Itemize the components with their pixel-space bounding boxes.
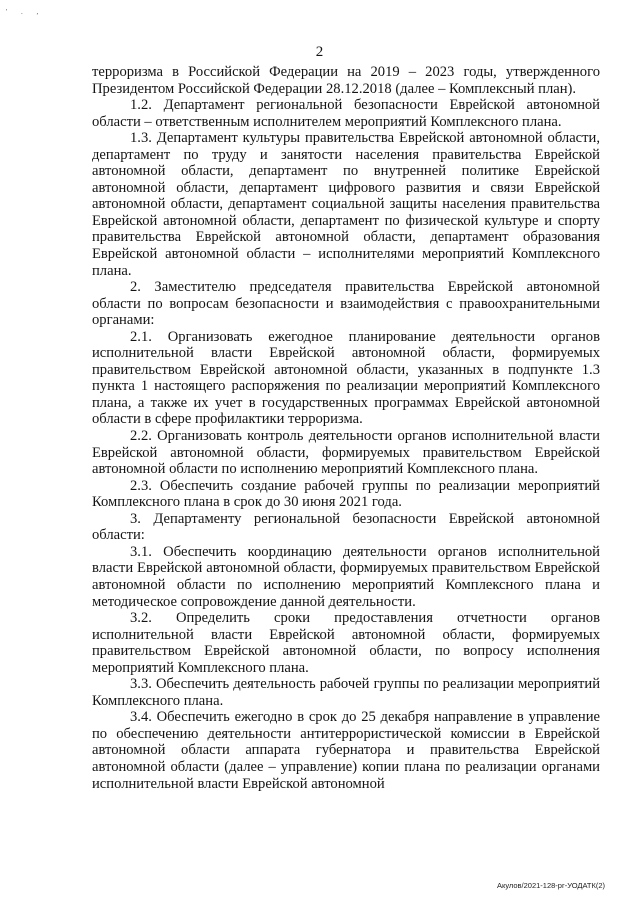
paragraph-3: 3. Департаменту региональной безопасности Еврейской автономной области:: [92, 510, 600, 544]
scan-corner-marks: ' . ,: [6, 8, 45, 16]
paragraph-2: 2. Заместителю председателя правительства Еврейской автономной области по вопросам безопасности и взаимодействия с правоохранительными органами:: [92, 279, 600, 329]
paragraph-continuation: терроризма в Российской Федерации на 2019 – 2023 годы, утвержденного Президентом Российской Федерации 28.12.2018 (далее – Комплексный план).: [92, 64, 600, 97]
paragraph-3-4: 3.4. Обеспечить ежегодно в срок до 25 декабря направление в управление по обеспечению деятельности антитеррористической комиссии в Еврейской автономной области аппарата губернатора и правительства Еврейской автономной области (далее – управление) копии плана по реализации органами исполнительной власти Еврейской автономной: [92, 709, 600, 792]
paragraph-2-2: 2.2. Организовать контроль деятельности органов исполнительной власти Еврейской автономной области, формируемых правительством Еврейской автономной области по исполнению мероприятий Комплексного плана.: [92, 428, 600, 478]
paragraph-3-2: 3.2. Определить сроки предоставления отчетности органов исполнительной власти Еврейской автономной области, формируемых правительством Еврейской автономной области, по вопросу исполнения мероприятий Комплексного плана.: [92, 610, 600, 676]
document-footer-code: Акулов/2021-128-рг-УОДАТК(2): [496, 881, 605, 890]
paragraph-1-2: 1.2. Департамент региональной безопасности Еврейской автономной области – ответственным исполнителем мероприятий Комплексного плана.: [92, 97, 600, 130]
paragraph-2-3: 2.3. Обеспечить создание рабочей группы по реализации мероприятий Комплексного плана в срок до 30 июня 2021 года.: [92, 477, 600, 511]
paragraph-3-1: 3.1. Обеспечить координацию деятельности органов исполнительной власти Еврейской автономной области, формируемых правительством Еврейской автономной области по исполнению мероприятий Комплексного плана и методическое сопровождение данной деятельности.: [92, 543, 600, 610]
paragraph-2-1: 2.1. Организовать ежегодное планирование деятельности органов исполнительной власти Еврейской автономной области, формируемых правительством Еврейской автономной области, указанных в подпункте 1.3 пункта 1 настоящего распоряжения по реализации мероприятий Комплексного плана, а также их учет в государственных программах Еврейской автономной области в сфере профилактики терроризма.: [92, 328, 600, 428]
document-body: [92, 64, 600, 792]
paragraph-1-3: 1.3. Департамент культуры правительства Еврейской автономной области, департамент по труду и занятости населения правительства Еврейской автономной области, департамент по внутренней политике Еврейской автономной области, департамент цифрового развития и связи Еврейской автономной области, департамент социальной защиты населения правительства Еврейской автономной области, департамент по физической культуре и спорту правительства Еврейской автономной области, департамент образования Еврейской автономной области – исполнителями мероприятий Комплексного плана.: [92, 130, 600, 279]
paragraph-3-3: 3.3. Обеспечить деятельность рабочей группы по реализации мероприятий Комплексного плана.: [92, 676, 600, 709]
page-number: 2: [315, 44, 324, 60]
